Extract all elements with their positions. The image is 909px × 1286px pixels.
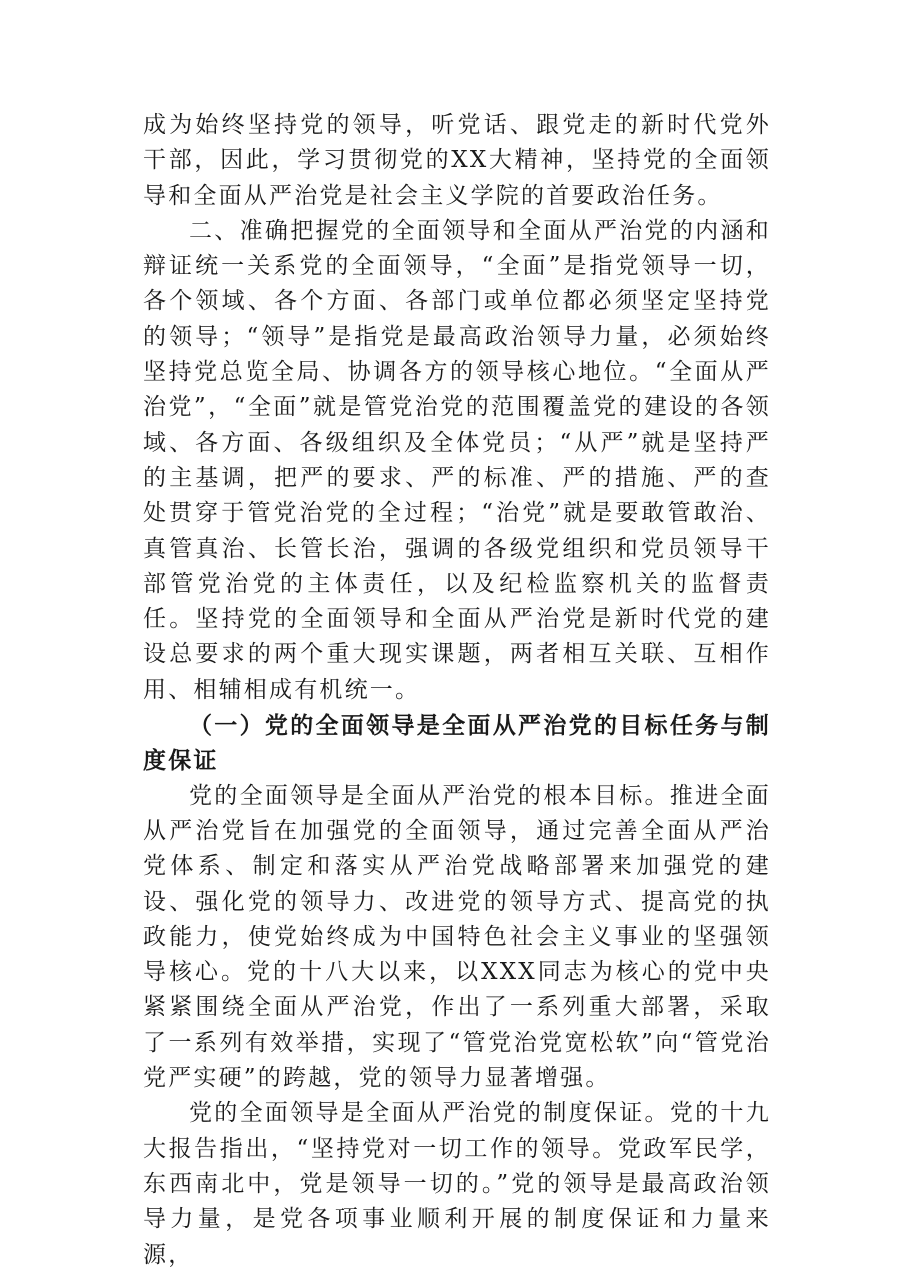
subsection-heading: （一）党的全面领导是全面从严治党的目标任务与制度保证 xyxy=(143,712,771,775)
paragraph-intro: 成为始终坚持党的领导，听党话、跟党走的新时代党外干部，因此，学习贯彻党的XX大精神，坚持党的全面领导和全面从严治党是社会主义学院的首要政治任务。 xyxy=(143,112,771,209)
paragraph-institutional-guarantee: 党的全面领导是全面从严治党的制度保证。党的十九大报告指出，“坚持党对一切工作的领导。党政军民学，东西南北中，党是领导一切的。”党的领导是最高政治领导力量，是党各项事业顺利开展的制度保证和力量来源， xyxy=(143,1100,771,1268)
document-body xyxy=(143,108,771,1273)
paragraph-root-goal: 党的全面领导是全面从严治党的根本目标。推进全面从严治党旨在加强党的全面领导，通过完善全面从严治党体系、制定和落实从严治党战略部署来加强党的建设、强化党的领导力、改进党的领导方式、提高党的执政能力，使党始终成为中国特色社会主义事业的坚强领导核心。党的十八大以来，以XXX同志为核心的党中央紧紧围绕全面从严治党，作出了一系列重大部署，采取了一系列有效举措，实现了“管党治党宽松软”向“管党治党严实硬”的跨越，党的领导力显著增强。 xyxy=(143,782,771,1092)
paragraph-section-two: 二、准确把握党的全面领导和全面从严治党的内涵和辩证统一关系党的全面领导，“全面”是指党领导一切，各个领域、各个方面、各部门或单位都必须坚定坚持党的领导；“领导”是指党是最高政治领导力量，必须始终坚持党总览全局、协调各方的领导核心地位。“全面从严治党”，“全面”就是管党治党的范围覆盖党的建设的各领域、各方面、各级组织及全体党员；“从严”就是坚持严的主基调，把严的要求、严的标准、严的措施、严的查处贯穿于管党治党的全过程；“治党”就是要敢管敢治、真管真治、长管长治，强调的各级党组织和党员领导干部管党治党的主体责任，以及纪检监察机关的监督责任。坚持党的全面领导和全面从严治党是新时代党的建设总要求的两个重大现实课题，两者相互关联、互相作用、相辅相成有机统一。 xyxy=(143,217,771,703)
